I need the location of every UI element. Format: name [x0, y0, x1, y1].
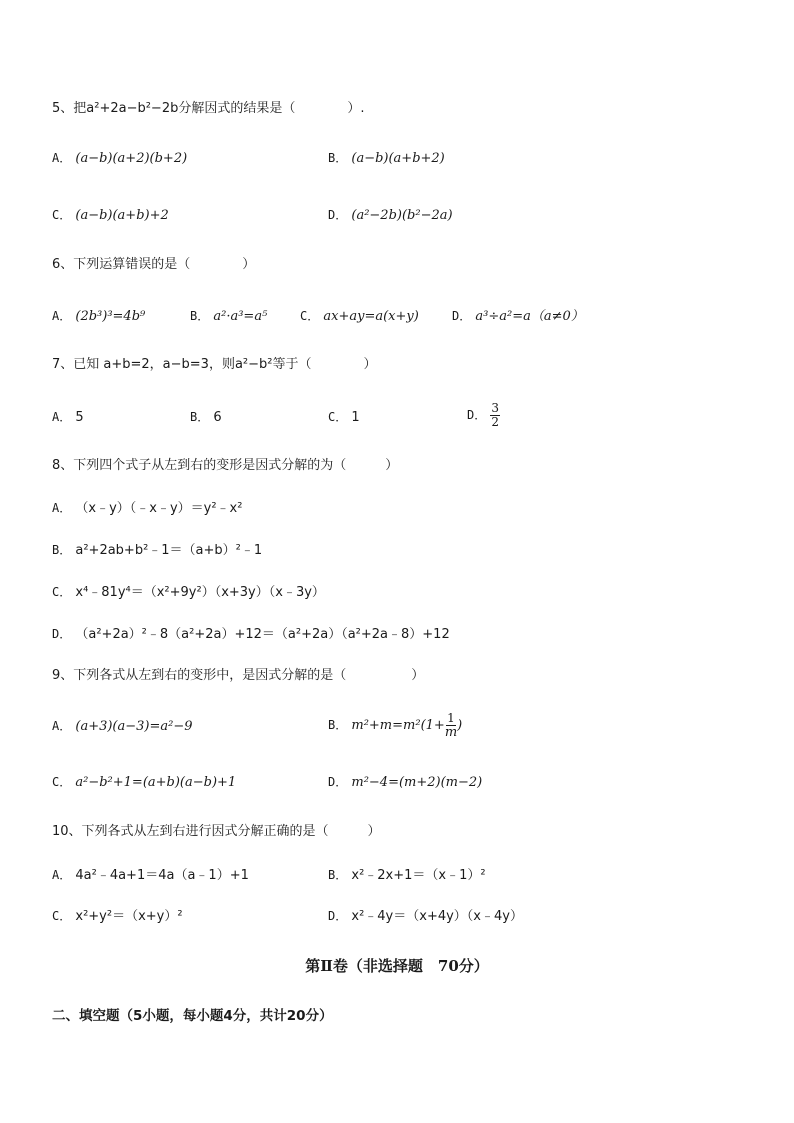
question-10-option-a [52, 866, 249, 885]
option-label: B． [328, 868, 348, 882]
option-label: B． [52, 543, 72, 557]
option-label: D． [467, 408, 487, 422]
option-text: (a−b)(a+b)+2 [75, 208, 169, 223]
fraction-numerator: 1 [447, 711, 455, 725]
question-9-option-d [328, 773, 482, 792]
option-text-after: ) [457, 718, 463, 733]
fraction-denominator: m [444, 725, 458, 740]
section-subtitle: 二、填空题（5小题，每小题4分，共计20分） [52, 1008, 333, 1024]
question-5-option-d [328, 206, 453, 225]
option-label: C． [52, 208, 72, 222]
question-8-option-d [52, 625, 450, 644]
option-text: (2b³)³=4b⁹ [75, 309, 146, 324]
question-5-option-b [328, 149, 445, 168]
option-label: A． [52, 410, 72, 424]
question-5-option-c [52, 206, 169, 225]
question-9-stem: 9、下列各式从左到右的变形中，是因式分解的是（ ） [52, 668, 425, 683]
option-text: x²﹣2x+1＝（x﹣1）² [351, 868, 486, 883]
option-text: x⁴﹣81y⁴＝（x²+9y²）（x+3y）（x﹣3y） [75, 585, 325, 600]
option-label: C． [328, 410, 348, 424]
option-label: D． [52, 627, 72, 641]
question-5-option-a [52, 149, 187, 168]
question-6-option-c [300, 307, 419, 326]
option-text: (a−b)(a+b+2) [351, 151, 445, 166]
question-10-option-b [328, 866, 486, 885]
option-text-before: m²+m=m²(1+ [351, 718, 445, 733]
option-text: a²+2ab+b²﹣1＝（a+b）²﹣1 [75, 543, 263, 558]
fraction [445, 712, 457, 739]
question-8-option-b [52, 541, 262, 560]
option-text: (a−b)(a+2)(b+2) [75, 151, 188, 166]
option-text: 1 [351, 410, 360, 425]
option-label: A． [52, 501, 72, 515]
question-6-stem: 6、下列运算错误的是（ ） [52, 257, 256, 272]
question-6-option-d [452, 307, 584, 326]
question-7-option-a [52, 408, 84, 427]
question-9-option-a [52, 717, 193, 736]
question-6-option-b [190, 307, 267, 326]
option-label: D． [328, 775, 348, 789]
question-7-stem: 7、已知 a+b=2，a−b=3，则a²−b²等于（ ） [52, 357, 377, 372]
option-label: A． [52, 719, 72, 733]
question-10-option-d [328, 907, 523, 926]
question-6-option-a [52, 307, 145, 326]
option-label: A． [52, 309, 72, 323]
option-label: C． [52, 775, 72, 789]
option-label: D． [328, 208, 348, 222]
option-label: C． [300, 309, 320, 323]
option-text: 4a²﹣4a+1＝4a（a﹣1）+1 [75, 868, 249, 883]
question-5-stem: 5、把a²+2a−b²−2b分解因式的结果是（ ）. [52, 101, 365, 116]
question-8-option-c [52, 583, 325, 602]
question-10-stem: 10、下列各式从左到右进行因式分解正确的是（ ） [52, 824, 381, 839]
option-text: 6 [213, 410, 222, 425]
option-text: ax+ay=a(x+y) [323, 309, 419, 324]
question-8-option-a [52, 499, 242, 518]
option-label: A． [52, 868, 72, 882]
fraction-numerator: 3 [491, 401, 500, 415]
fraction-denominator: 2 [491, 415, 500, 429]
option-text: (a+3)(a−3)=a²−9 [75, 719, 193, 734]
option-label: D． [328, 909, 348, 923]
option-label: D． [452, 309, 472, 323]
option-label: B． [190, 309, 210, 323]
option-label: C． [52, 585, 72, 599]
option-label: B． [328, 718, 348, 732]
question-7-option-d [467, 400, 500, 431]
option-text: (a²−2b)(b²−2a) [351, 208, 453, 223]
option-label: A． [52, 151, 72, 165]
option-text: x²+y²＝（x+y）² [75, 909, 183, 924]
question-7-option-b [190, 408, 222, 427]
option-text: x²﹣4y＝（x+4y）（x﹣4y） [351, 909, 523, 924]
option-label: B． [328, 151, 348, 165]
question-8-stem: 8、下列四个式子从左到右的变形是因式分解的为（ ） [52, 458, 399, 473]
option-label: B． [190, 410, 210, 424]
option-label: C． [52, 909, 72, 923]
question-9-option-b [328, 708, 462, 743]
option-text: （x﹣y）（﹣x﹣y）＝y²﹣x² [75, 501, 243, 516]
option-text: m²−4=(m+2)(m−2) [351, 775, 483, 790]
option-text: a²·a³=a⁵ [213, 309, 268, 324]
section-title: 第Ⅱ卷（非选择题 70分） [305, 957, 489, 975]
option-text: a²−b²+1=(a+b)(a−b)+1 [75, 775, 237, 790]
option-text: a³÷a²=a（a≠0） [475, 309, 584, 324]
question-10-option-c [52, 907, 183, 926]
option-text: （a²+2a）²﹣8（a²+2a）+12＝（a²+2a）（a²+2a﹣8）+12 [75, 627, 450, 642]
fraction [490, 402, 500, 429]
question-9-option-c [52, 773, 236, 792]
option-text: 5 [75, 410, 84, 425]
question-7-option-c [328, 408, 360, 427]
